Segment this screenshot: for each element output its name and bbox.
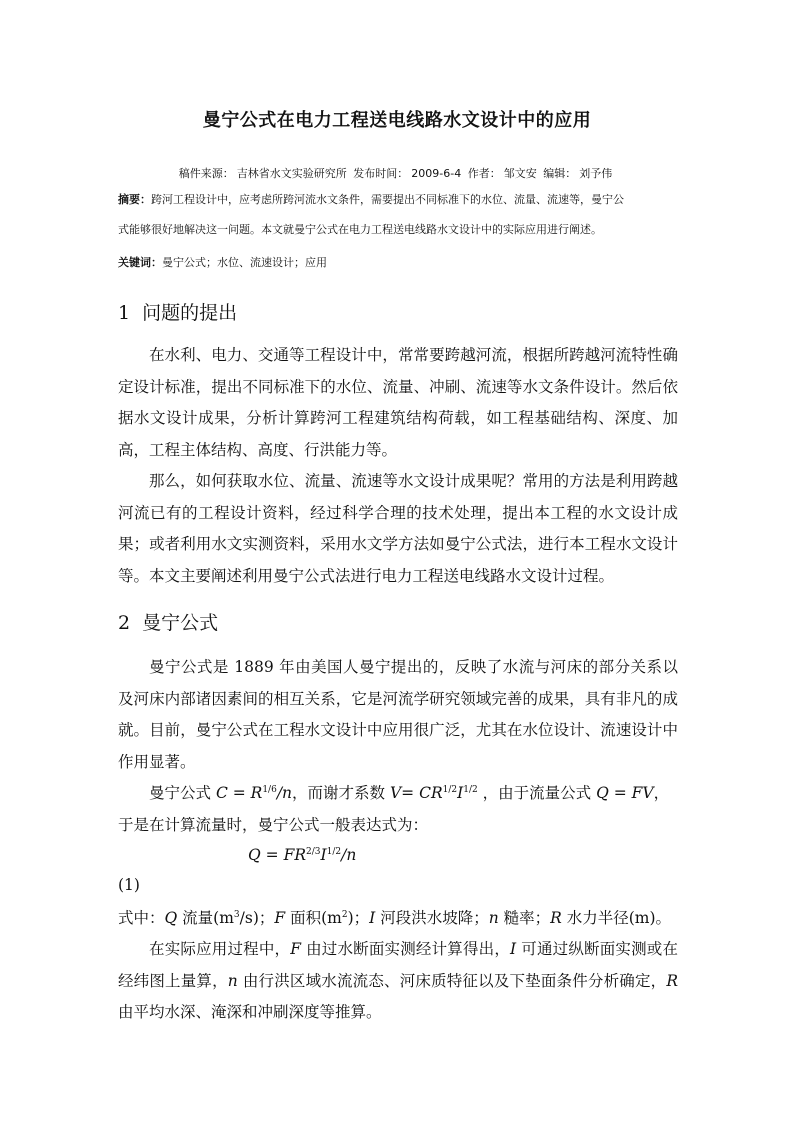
keywords <box>118 248 678 278</box>
symbol-c: C <box>215 784 228 802</box>
keywords-label: 关键词： <box>118 256 162 269</box>
exponent-1-2: 1/2 <box>442 785 458 795</box>
article-meta <box>0 165 794 181</box>
abstract <box>118 185 678 245</box>
exponent-3: 3 <box>233 910 240 920</box>
equals-sign: = <box>608 784 632 802</box>
section-1-heading <box>118 298 237 325</box>
source-value: 吉林省水文实验研究所 <box>236 167 347 180</box>
symbol-i: I <box>510 940 517 958</box>
symbol-i: I <box>320 846 327 864</box>
formula-intro-text-3: ，由于流量公式 <box>477 784 597 802</box>
symbol-i: I <box>369 909 376 927</box>
f-unit-end: )； <box>347 909 370 927</box>
editor-value: 刘予伟 <box>579 167 613 180</box>
section-2-heading <box>118 608 218 635</box>
symbol-q: Q <box>248 846 261 864</box>
formula-intro-text-4: ， <box>653 784 670 802</box>
q-description: 流量(m <box>177 909 234 927</box>
para-last-text-2: 由过水断面实测经计算得出， <box>300 940 511 958</box>
symbol-r: R <box>550 909 562 927</box>
formula-intro-text-2: ，而谢才系数 <box>292 784 390 802</box>
abstract-line-1: 跨河工程设计中，应考虑所跨河流水文条件，需要提出不同标准下的水位、流量、流速等，曼宁公 <box>151 193 624 206</box>
exponent-2-3: 2/3 <box>306 847 321 857</box>
abstract-line-2: 式能够很好地解决这一问题。本文就曼宁公式在电力工程送电线路水文设计中的实际应用进行阐述。 <box>118 223 602 236</box>
section-2-paragraph-1: 曼宁公式是 1889 年由美国人曼宁提出的，反映了水流与河床的部分关系以及河床内部诸因素间的相互关系，它是河流学研究领域完善的成果，具有非凡的成就。目前，曼宁公式在工程水文设计中应用很广泛，尤其在水位设计、流速设计中作用显著。 <box>118 658 678 771</box>
keywords-text: 曼宁公式；水位、流速设计；应用 <box>162 256 327 269</box>
para-last-text-3: 可通过纵断面实测或在经纬图上量算， <box>118 940 678 990</box>
date-value: 2009-6-4 <box>411 167 462 180</box>
main-formula <box>248 846 356 864</box>
definitions-lead: 式中： <box>118 909 165 927</box>
r-description: 水力半径(m)。 <box>561 909 672 927</box>
source-label: 稿件来源： <box>178 167 234 180</box>
symbol-fv: FV <box>631 784 654 802</box>
n-description: 糙率； <box>498 909 551 927</box>
exponent-1-2: 1/2 <box>326 847 342 857</box>
date-label: 发布时间： <box>353 167 409 180</box>
section-2-title: 曼宁公式 <box>142 612 219 634</box>
equation-number: (1) <box>118 876 140 894</box>
i-description: 河段洪水坡降； <box>375 909 489 927</box>
section-2-paragraph-last <box>118 934 678 1029</box>
symbol-r: R <box>250 784 263 802</box>
symbol-definitions <box>118 903 678 935</box>
symbol-f: F <box>290 940 301 958</box>
symbol-f: F <box>274 909 286 927</box>
symbol-n: /n <box>276 784 293 802</box>
section-1-number: 1 <box>118 302 131 324</box>
q-unit-end: /s)； <box>239 909 275 927</box>
f-description: 面积(m <box>285 909 342 927</box>
exponent-1-2: 1/2 <box>463 785 478 795</box>
para-last-text-4: 由行洪区域水流流态、河床质特征以及下垫面条件分析确定， <box>237 971 667 990</box>
equals-sign: = <box>260 846 284 864</box>
equals-sign: = <box>227 784 251 802</box>
symbol-i: I <box>457 784 464 802</box>
para-last-text-5: 由平均水深、淹深和冲刷深度等推算。 <box>118 1003 382 1021</box>
author-value: 邹文安 <box>503 167 537 180</box>
symbol-n: n <box>488 909 499 927</box>
symbol-n: n <box>227 971 238 990</box>
section-2-number: 2 <box>118 612 131 634</box>
editor-label: 编辑： <box>543 167 577 180</box>
author-label: 作者： <box>467 167 501 180</box>
formula-line-2: 于是在计算流量时，曼宁公式一般表达式为： <box>118 816 429 834</box>
formula-intro <box>118 778 678 810</box>
symbol-v: V <box>389 784 402 802</box>
abstract-label: 摘要： <box>118 193 151 206</box>
symbol-q: Q <box>596 784 609 802</box>
symbol-q: Q <box>164 909 178 927</box>
symbol-fr: FR <box>283 846 306 864</box>
equals-sign: = <box>401 784 420 802</box>
para-last-text-1: 在实际应用过程中， <box>149 940 291 958</box>
symbol-r: R <box>666 971 678 990</box>
section-1-paragraph-1: 在水利、电力、交通等工程设计中，常常要跨越河流，根据所跨越河流特性确定设计标准，提出不同标准下的水位、流量、冲刷、流速等水文条件设计。然后依据水文设计成果，分析计算跨河工程建筑结构荷载，如工程基础结构、深度、加高，工程主体结构、高度、行洪能力等。 <box>118 346 678 459</box>
exponent-1-6: 1/6 <box>262 785 277 795</box>
symbol-cr: CR <box>419 784 443 802</box>
formula-intro-text-1: 曼宁公式 <box>149 784 216 802</box>
exponent-2: 2 <box>341 910 348 920</box>
section-1-paragraph-2: 那么，如何获取水位、流量、流速等水文设计成果呢？常用的方法是利用跨越河流已有的工程设计资料，经过科学合理的技术处理，提出本工程的水文设计成果；或者利用水文实测资料，采用水文学方法如曼宁公式法，进行本工程水文设计等。本文主要阐述利用曼宁公式法进行电力工程送电线路水文设计过程。 <box>118 472 678 585</box>
section-1-title: 问题的提出 <box>142 302 238 324</box>
page-title: 曼宁公式在电力工程送电线路水文设计中的应用 <box>202 110 592 131</box>
symbol-n: /n <box>341 846 357 864</box>
